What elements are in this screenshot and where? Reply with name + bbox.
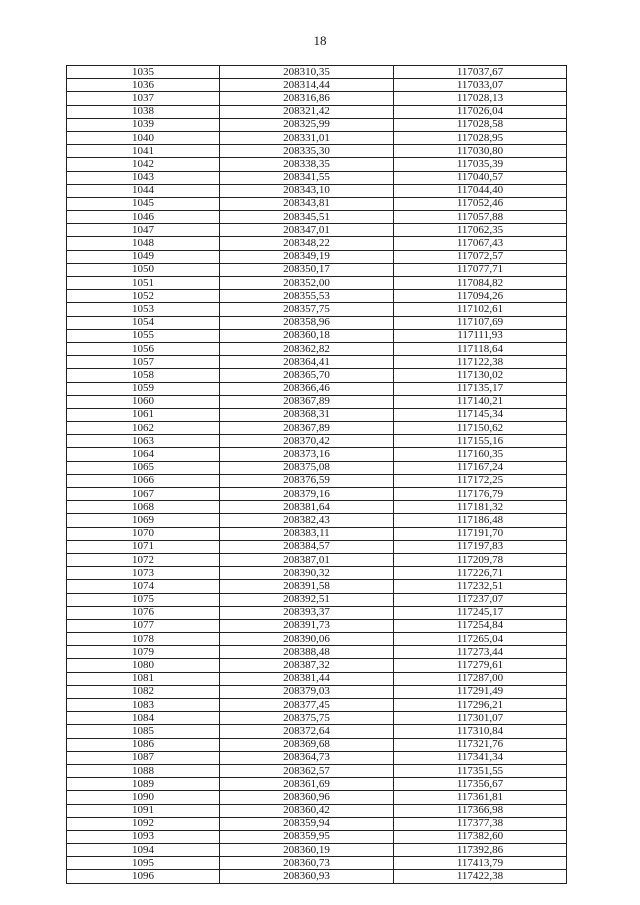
table-row xyxy=(67,685,567,698)
point-number-cell: 1089 xyxy=(67,778,220,791)
x-coordinate-cell: 208365,70 xyxy=(220,369,394,382)
table-row xyxy=(67,66,567,79)
x-coordinate-cell: 208375,75 xyxy=(220,712,394,725)
y-coordinate-cell: 117237,07 xyxy=(394,593,567,606)
x-coordinate-cell: 208367,89 xyxy=(220,422,394,435)
point-number-cell: 1077 xyxy=(67,619,220,632)
table-row xyxy=(67,224,567,237)
x-coordinate-cell: 208350,17 xyxy=(220,263,394,276)
table-row xyxy=(67,211,567,224)
x-coordinate-cell: 208335,30 xyxy=(220,145,394,158)
point-number-cell: 1049 xyxy=(67,250,220,263)
x-coordinate-cell: 208364,73 xyxy=(220,751,394,764)
x-coordinate-cell: 208379,16 xyxy=(220,488,394,501)
point-number-cell: 1046 xyxy=(67,211,220,224)
point-number-cell: 1047 xyxy=(67,224,220,237)
y-coordinate-cell: 117072,57 xyxy=(394,250,567,263)
table-row xyxy=(67,448,567,461)
table-row xyxy=(67,408,567,421)
table-row xyxy=(67,725,567,738)
y-coordinate-cell: 117392,86 xyxy=(394,844,567,857)
point-number-cell: 1086 xyxy=(67,738,220,751)
x-coordinate-cell: 208370,42 xyxy=(220,435,394,448)
y-coordinate-cell: 117111,93 xyxy=(394,329,567,342)
point-number-cell: 1081 xyxy=(67,672,220,685)
y-coordinate-cell: 117160,35 xyxy=(394,448,567,461)
point-number-cell: 1045 xyxy=(67,197,220,210)
table-row xyxy=(67,633,567,646)
y-coordinate-cell: 117291,49 xyxy=(394,685,567,698)
y-coordinate-cell: 117186,48 xyxy=(394,514,567,527)
table-row xyxy=(67,329,567,342)
x-coordinate-cell: 208387,01 xyxy=(220,553,394,566)
x-coordinate-cell: 208392,51 xyxy=(220,593,394,606)
y-coordinate-cell: 117028,13 xyxy=(394,92,567,105)
point-number-cell: 1055 xyxy=(67,329,220,342)
point-number-cell: 1058 xyxy=(67,369,220,382)
point-number-cell: 1051 xyxy=(67,277,220,290)
y-coordinate-cell: 117035,39 xyxy=(394,158,567,171)
y-coordinate-cell: 117382,60 xyxy=(394,830,567,843)
table-row xyxy=(67,303,567,316)
x-coordinate-cell: 208343,10 xyxy=(220,184,394,197)
y-coordinate-cell: 117150,62 xyxy=(394,422,567,435)
table-row xyxy=(67,619,567,632)
table-row xyxy=(67,857,567,870)
y-coordinate-cell: 117135,17 xyxy=(394,382,567,395)
point-number-cell: 1074 xyxy=(67,580,220,593)
point-number-cell: 1052 xyxy=(67,290,220,303)
point-number-cell: 1096 xyxy=(67,870,220,883)
y-coordinate-cell: 117176,79 xyxy=(394,488,567,501)
table-row xyxy=(67,382,567,395)
y-coordinate-cell: 117232,51 xyxy=(394,580,567,593)
table-row xyxy=(67,79,567,92)
table-row xyxy=(67,778,567,791)
y-coordinate-cell: 117084,82 xyxy=(394,277,567,290)
point-number-cell: 1041 xyxy=(67,145,220,158)
x-coordinate-cell: 208361,69 xyxy=(220,778,394,791)
point-number-cell: 1050 xyxy=(67,263,220,276)
point-number-cell: 1078 xyxy=(67,633,220,646)
table-row xyxy=(67,514,567,527)
point-number-cell: 1085 xyxy=(67,725,220,738)
point-number-cell: 1061 xyxy=(67,408,220,421)
point-number-cell: 1088 xyxy=(67,764,220,777)
x-coordinate-cell: 208325,99 xyxy=(220,118,394,131)
table-row xyxy=(67,567,567,580)
y-coordinate-cell: 117052,46 xyxy=(394,197,567,210)
point-number-cell: 1093 xyxy=(67,830,220,843)
x-coordinate-cell: 208391,73 xyxy=(220,619,394,632)
table-row xyxy=(67,118,567,131)
y-coordinate-cell: 117037,67 xyxy=(394,66,567,79)
x-coordinate-cell: 208359,94 xyxy=(220,817,394,830)
x-coordinate-cell: 208338,35 xyxy=(220,158,394,171)
table-row xyxy=(67,540,567,553)
x-coordinate-cell: 208382,43 xyxy=(220,514,394,527)
y-coordinate-cell: 117122,38 xyxy=(394,356,567,369)
y-coordinate-cell: 117167,24 xyxy=(394,461,567,474)
table-row xyxy=(67,804,567,817)
table-row xyxy=(67,369,567,382)
y-coordinate-cell: 117296,21 xyxy=(394,699,567,712)
table-row xyxy=(67,263,567,276)
page-number: 18 xyxy=(313,33,327,48)
x-coordinate-cell: 208362,57 xyxy=(220,764,394,777)
table-row xyxy=(67,527,567,540)
x-coordinate-cell: 208390,06 xyxy=(220,633,394,646)
table-row xyxy=(67,844,567,857)
table-row xyxy=(67,764,567,777)
x-coordinate-cell: 208367,89 xyxy=(220,395,394,408)
x-coordinate-cell: 208381,64 xyxy=(220,501,394,514)
y-coordinate-cell: 117028,58 xyxy=(394,118,567,131)
y-coordinate-cell: 117040,57 xyxy=(394,171,567,184)
x-coordinate-cell: 208310,35 xyxy=(220,66,394,79)
y-coordinate-cell: 117413,79 xyxy=(394,857,567,870)
x-coordinate-cell: 208348,22 xyxy=(220,237,394,250)
y-coordinate-cell: 117118,64 xyxy=(394,342,567,355)
table-row xyxy=(67,553,567,566)
x-coordinate-cell: 208377,45 xyxy=(220,699,394,712)
point-number-cell: 1076 xyxy=(67,606,220,619)
table-row xyxy=(67,488,567,501)
point-number-cell: 1090 xyxy=(67,791,220,804)
y-coordinate-cell: 117366,98 xyxy=(394,804,567,817)
table-row xyxy=(67,646,567,659)
y-coordinate-cell: 117062,35 xyxy=(394,224,567,237)
y-coordinate-cell: 117033,07 xyxy=(394,79,567,92)
x-coordinate-cell: 208373,16 xyxy=(220,448,394,461)
point-number-cell: 1042 xyxy=(67,158,220,171)
x-coordinate-cell: 208362,82 xyxy=(220,342,394,355)
y-coordinate-cell: 117356,67 xyxy=(394,778,567,791)
y-coordinate-cell: 117321,76 xyxy=(394,738,567,751)
point-number-cell: 1064 xyxy=(67,448,220,461)
table-row xyxy=(67,830,567,843)
point-number-cell: 1066 xyxy=(67,474,220,487)
point-number-cell: 1067 xyxy=(67,488,220,501)
table-row xyxy=(67,171,567,184)
table-row xyxy=(67,659,567,672)
table-row xyxy=(67,751,567,764)
y-coordinate-cell: 117287,00 xyxy=(394,672,567,685)
table-row xyxy=(67,237,567,250)
y-coordinate-cell: 117172,25 xyxy=(394,474,567,487)
table-row xyxy=(67,184,567,197)
point-number-cell: 1044 xyxy=(67,184,220,197)
x-coordinate-cell: 208360,73 xyxy=(220,857,394,870)
x-coordinate-cell: 208387,32 xyxy=(220,659,394,672)
x-coordinate-cell: 208364,41 xyxy=(220,356,394,369)
y-coordinate-cell: 117245,17 xyxy=(394,606,567,619)
point-number-cell: 1087 xyxy=(67,751,220,764)
y-coordinate-cell: 117197,83 xyxy=(394,540,567,553)
table-row xyxy=(67,105,567,118)
y-coordinate-cell: 117265,04 xyxy=(394,633,567,646)
y-coordinate-cell: 117422,38 xyxy=(394,870,567,883)
y-coordinate-cell: 117181,32 xyxy=(394,501,567,514)
point-number-cell: 1092 xyxy=(67,817,220,830)
point-number-cell: 1056 xyxy=(67,342,220,355)
table-row xyxy=(67,699,567,712)
point-number-cell: 1075 xyxy=(67,593,220,606)
point-number-cell: 1053 xyxy=(67,303,220,316)
point-number-cell: 1059 xyxy=(67,382,220,395)
table-row xyxy=(67,580,567,593)
x-coordinate-cell: 208360,19 xyxy=(220,844,394,857)
point-number-cell: 1083 xyxy=(67,699,220,712)
y-coordinate-cell: 117254,84 xyxy=(394,619,567,632)
point-number-cell: 1068 xyxy=(67,501,220,514)
x-coordinate-cell: 208381,44 xyxy=(220,672,394,685)
table-row xyxy=(67,870,567,883)
coordinates-table-body xyxy=(67,66,567,884)
y-coordinate-cell: 117130,02 xyxy=(394,369,567,382)
y-coordinate-cell: 117377,38 xyxy=(394,817,567,830)
x-coordinate-cell: 208391,58 xyxy=(220,580,394,593)
x-coordinate-cell: 208372,64 xyxy=(220,725,394,738)
point-number-cell: 1079 xyxy=(67,646,220,659)
point-number-cell: 1063 xyxy=(67,435,220,448)
table-row xyxy=(67,435,567,448)
x-coordinate-cell: 208358,96 xyxy=(220,316,394,329)
x-coordinate-cell: 208390,32 xyxy=(220,567,394,580)
table-row xyxy=(67,474,567,487)
x-coordinate-cell: 208360,93 xyxy=(220,870,394,883)
table-row xyxy=(67,422,567,435)
y-coordinate-cell: 117026,04 xyxy=(394,105,567,118)
point-number-cell: 1035 xyxy=(67,66,220,79)
point-number-cell: 1038 xyxy=(67,105,220,118)
x-coordinate-cell: 208316,86 xyxy=(220,92,394,105)
table-row xyxy=(67,356,567,369)
y-coordinate-cell: 117057,88 xyxy=(394,211,567,224)
y-coordinate-cell: 117191,70 xyxy=(394,527,567,540)
x-coordinate-cell: 208366,46 xyxy=(220,382,394,395)
point-number-cell: 1072 xyxy=(67,553,220,566)
point-number-cell: 1073 xyxy=(67,567,220,580)
x-coordinate-cell: 208383,11 xyxy=(220,527,394,540)
x-coordinate-cell: 208352,00 xyxy=(220,277,394,290)
point-number-cell: 1069 xyxy=(67,514,220,527)
table-row xyxy=(67,342,567,355)
table-row xyxy=(67,316,567,329)
point-number-cell: 1084 xyxy=(67,712,220,725)
table-row xyxy=(67,197,567,210)
table-row xyxy=(67,461,567,474)
point-number-cell: 1060 xyxy=(67,395,220,408)
point-number-cell: 1070 xyxy=(67,527,220,540)
table-row xyxy=(67,672,567,685)
table-row xyxy=(67,158,567,171)
x-coordinate-cell: 208379,03 xyxy=(220,685,394,698)
table-row xyxy=(67,712,567,725)
table-row xyxy=(67,738,567,751)
y-coordinate-cell: 117030,80 xyxy=(394,145,567,158)
x-coordinate-cell: 208357,75 xyxy=(220,303,394,316)
x-coordinate-cell: 208321,42 xyxy=(220,105,394,118)
point-number-cell: 1054 xyxy=(67,316,220,329)
table-row xyxy=(67,817,567,830)
x-coordinate-cell: 208355,53 xyxy=(220,290,394,303)
table-row xyxy=(67,606,567,619)
y-coordinate-cell: 117226,71 xyxy=(394,567,567,580)
point-number-cell: 1040 xyxy=(67,131,220,144)
point-number-cell: 1094 xyxy=(67,844,220,857)
x-coordinate-cell: 208343,81 xyxy=(220,197,394,210)
point-number-cell: 1080 xyxy=(67,659,220,672)
point-number-cell: 1036 xyxy=(67,79,220,92)
x-coordinate-cell: 208349,19 xyxy=(220,250,394,263)
x-coordinate-cell: 208393,37 xyxy=(220,606,394,619)
point-number-cell: 1091 xyxy=(67,804,220,817)
x-coordinate-cell: 208376,59 xyxy=(220,474,394,487)
x-coordinate-cell: 208347,01 xyxy=(220,224,394,237)
point-number-cell: 1065 xyxy=(67,461,220,474)
x-coordinate-cell: 208345,51 xyxy=(220,211,394,224)
coordinates-table xyxy=(66,65,567,884)
table-row xyxy=(67,290,567,303)
x-coordinate-cell: 208360,42 xyxy=(220,804,394,817)
x-coordinate-cell: 208375,08 xyxy=(220,461,394,474)
y-coordinate-cell: 117028,95 xyxy=(394,131,567,144)
table-row xyxy=(67,92,567,105)
y-coordinate-cell: 117155,16 xyxy=(394,435,567,448)
point-number-cell: 1048 xyxy=(67,237,220,250)
x-coordinate-cell: 208314,44 xyxy=(220,79,394,92)
y-coordinate-cell: 117279,61 xyxy=(394,659,567,672)
point-number-cell: 1057 xyxy=(67,356,220,369)
point-number-cell: 1095 xyxy=(67,857,220,870)
table-row xyxy=(67,593,567,606)
table-row xyxy=(67,145,567,158)
x-coordinate-cell: 208360,18 xyxy=(220,329,394,342)
x-coordinate-cell: 208341,55 xyxy=(220,171,394,184)
y-coordinate-cell: 117301,07 xyxy=(394,712,567,725)
table-row xyxy=(67,791,567,804)
y-coordinate-cell: 117077,71 xyxy=(394,263,567,276)
x-coordinate-cell: 208369,68 xyxy=(220,738,394,751)
y-coordinate-cell: 117102,61 xyxy=(394,303,567,316)
x-coordinate-cell: 208360,96 xyxy=(220,791,394,804)
y-coordinate-cell: 117361,81 xyxy=(394,791,567,804)
x-coordinate-cell: 208359,95 xyxy=(220,830,394,843)
y-coordinate-cell: 117107,69 xyxy=(394,316,567,329)
point-number-cell: 1062 xyxy=(67,422,220,435)
y-coordinate-cell: 117067,43 xyxy=(394,237,567,250)
y-coordinate-cell: 117341,34 xyxy=(394,751,567,764)
y-coordinate-cell: 117044,40 xyxy=(394,184,567,197)
point-number-cell: 1037 xyxy=(67,92,220,105)
table-row xyxy=(67,501,567,514)
y-coordinate-cell: 117094,26 xyxy=(394,290,567,303)
point-number-cell: 1039 xyxy=(67,118,220,131)
point-number-cell: 1071 xyxy=(67,540,220,553)
y-coordinate-cell: 117273,44 xyxy=(394,646,567,659)
x-coordinate-cell: 208368,31 xyxy=(220,408,394,421)
point-number-cell: 1082 xyxy=(67,685,220,698)
y-coordinate-cell: 117310,84 xyxy=(394,725,567,738)
table-row xyxy=(67,395,567,408)
y-coordinate-cell: 117140,21 xyxy=(394,395,567,408)
x-coordinate-cell: 208384,57 xyxy=(220,540,394,553)
table-row xyxy=(67,277,567,290)
table-row xyxy=(67,131,567,144)
table-row xyxy=(67,250,567,263)
y-coordinate-cell: 117351,55 xyxy=(394,764,567,777)
y-coordinate-cell: 117145,34 xyxy=(394,408,567,421)
y-coordinate-cell: 117209,78 xyxy=(394,553,567,566)
x-coordinate-cell: 208388,48 xyxy=(220,646,394,659)
point-number-cell: 1043 xyxy=(67,171,220,184)
x-coordinate-cell: 208331,01 xyxy=(220,131,394,144)
